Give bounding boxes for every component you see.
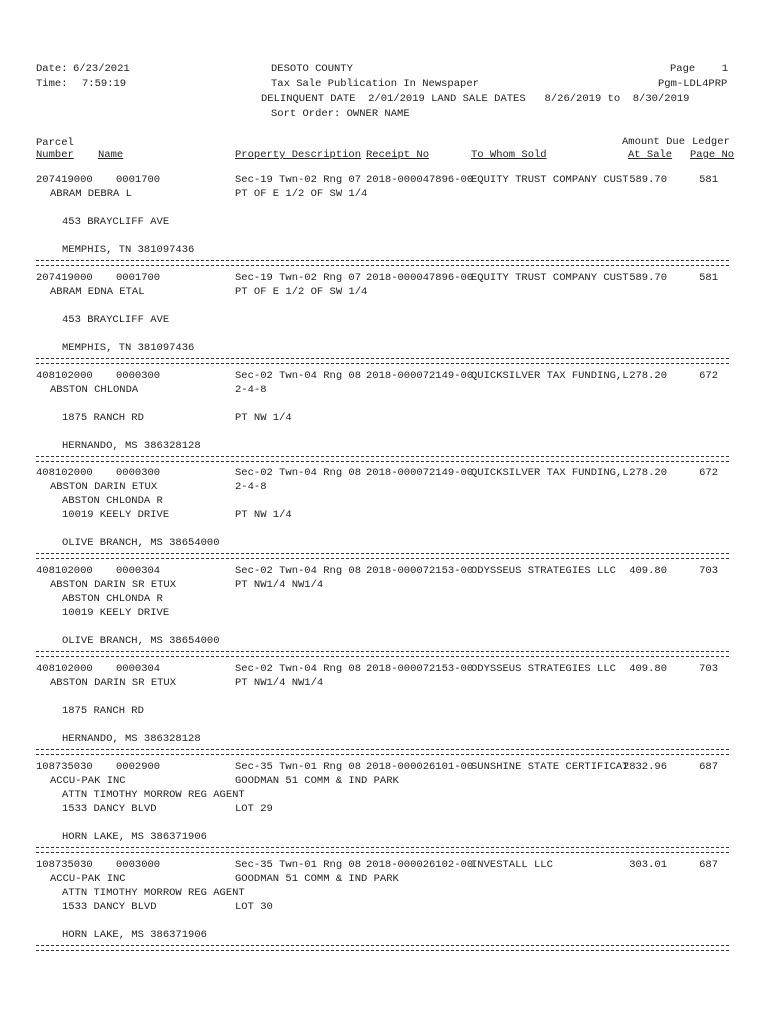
parcel-number: 408102000	[36, 370, 93, 382]
sort-order: Sort Order: OWNER NAME	[271, 108, 410, 120]
col-parcel-top: Parcel	[36, 137, 74, 149]
property-description-line: PT OF E 1/2 OF SW 1/4	[235, 188, 368, 200]
property-description-line: Sec-02 Twn-04 Rng 08	[235, 565, 362, 577]
ledger-page: 581	[699, 174, 718, 186]
buyer-name: EQUITY TRUST COMPANY CUST	[471, 272, 629, 284]
owner-line: 10019 KEELY DRIVE	[62, 509, 170, 521]
program-id: Pgm-LDL4PRP	[658, 78, 728, 90]
col-to-whom-sold: To Whom Sold	[471, 149, 547, 161]
record-separator	[36, 749, 729, 755]
parcel-number: 408102000	[36, 663, 93, 675]
owner-line: ABSTON CHLONDA	[50, 384, 139, 396]
property-description-line: LOT 29	[235, 803, 273, 815]
col-parcel-number: Number	[36, 149, 74, 161]
col-amount-due-top: Amount Due	[622, 136, 686, 148]
ledger-page: 703	[699, 565, 718, 577]
property-description-line: GOODMAN 51 COMM & IND PARK	[235, 775, 399, 787]
parcel-number: 408102000	[36, 467, 93, 479]
ledger-page: 703	[699, 663, 718, 675]
amount-due: 409.80	[629, 663, 667, 675]
col-receipt-no: Receipt No	[366, 149, 430, 161]
property-description-line: 2-4-8	[235, 481, 267, 493]
owner-line: ABRAM EDNA ETAL	[50, 286, 145, 298]
property-description-line: LOT 30	[235, 901, 273, 913]
property-description-line: PT NW1/4 NW1/4	[235, 579, 324, 591]
owner-line: 453 BRAYCLIFF AVE	[62, 216, 170, 228]
owner-line: 1875 RANCH RD	[62, 705, 144, 717]
owner-line: ABSTON CHLONDA R	[62, 495, 163, 507]
owner-line: ACCU-PAK INC	[50, 775, 126, 787]
record-separator	[36, 553, 729, 559]
owner-line: ATTN TIMOTHY MORROW REG AGENT	[62, 887, 245, 899]
receipt-number: 2018-000047896-00	[366, 272, 474, 284]
owner-line: ABSTON CHLONDA R	[62, 593, 163, 605]
parcel-suffix: 0001700	[116, 272, 161, 284]
city-state-zip: OLIVE BRANCH, MS 38654000	[62, 635, 220, 647]
buyer-name: QUICKSILVER TAX FUNDING,L	[471, 467, 629, 479]
receipt-number: 2018-000026102-00	[366, 859, 474, 871]
parcel-number: 108735030	[36, 859, 93, 871]
receipt-number: 2018-000072149-00	[366, 467, 474, 479]
amount-due: 409.80	[629, 565, 667, 577]
property-description-line: Sec-19 Twn-02 Rng 07	[235, 174, 362, 186]
buyer-name: INVESTALL LLC	[471, 859, 553, 871]
record-separator	[36, 945, 729, 951]
report-time: 7:59:19	[82, 78, 127, 90]
property-description-line: Sec-02 Twn-04 Rng 08	[235, 467, 362, 479]
owner-line: 453 BRAYCLIFF AVE	[62, 314, 170, 326]
property-description-line: PT OF E 1/2 OF SW 1/4	[235, 286, 368, 298]
parcel-suffix: 0000300	[116, 370, 161, 382]
owner-line: ABSTON DARIN SR ETUX	[50, 579, 177, 591]
record-separator	[36, 651, 729, 657]
property-description-line: Sec-02 Twn-04 Rng 08	[235, 370, 362, 382]
record-separator	[36, 847, 729, 853]
parcel-number: 207419000	[36, 272, 93, 284]
owner-line: ACCU-PAK INC	[50, 873, 126, 885]
owner-line: 10019 KEELY DRIVE	[62, 607, 170, 619]
city-state-zip: HERNANDO, MS 386328128	[62, 440, 201, 452]
col-ledger-page-no: Page No	[690, 149, 735, 161]
owner-line: ATTN TIMOTHY MORROW REG AGENT	[62, 789, 245, 801]
city-state-zip: HERNANDO, MS 386328128	[62, 733, 201, 745]
property-description-line: Sec-35 Twn-01 Rng 08	[235, 859, 362, 871]
property-description-line: 2-4-8	[235, 384, 267, 396]
receipt-number: 2018-000072153-00	[366, 663, 474, 675]
property-description-line: Sec-35 Twn-01 Rng 08	[235, 761, 362, 773]
parcel-number: 207419000	[36, 174, 93, 186]
owner-line: ABSTON DARIN SR ETUX	[50, 677, 177, 689]
receipt-number: 2018-000072153-00	[366, 565, 474, 577]
parcel-number: 408102000	[36, 565, 93, 577]
amount-due: 303.01	[629, 859, 667, 871]
receipt-number: 2018-000026101-00	[366, 761, 474, 773]
date-label: Date:	[36, 63, 68, 75]
property-description-line: Sec-19 Twn-02 Rng 07	[235, 272, 362, 284]
property-description-line: PT NW 1/4	[235, 509, 292, 521]
ledger-page: 672	[699, 370, 718, 382]
parcel-number: 108735030	[36, 761, 93, 773]
record-separator	[36, 456, 729, 462]
parcel-suffix: 0002900	[116, 761, 161, 773]
report-title: Tax Sale Publication In Newspaper	[271, 78, 479, 90]
page-number: 1	[721, 63, 728, 75]
col-name: Name	[98, 149, 124, 161]
owner-line: 1875 RANCH RD	[62, 412, 144, 424]
parcel-suffix: 0003000	[116, 859, 161, 871]
time-label: Time:	[36, 78, 68, 90]
property-description-line: GOODMAN 51 COMM & IND PARK	[235, 873, 399, 885]
report-date: 6/23/2021	[73, 63, 130, 75]
owner-line: ABRAM DEBRA L	[50, 188, 132, 200]
buyer-name: ODYSSEUS STRATEGIES LLC	[471, 663, 616, 675]
amount-due: 278.20	[629, 467, 667, 479]
delinquent-date-line: DELINQUENT DATE 2/01/2019 LAND SALE DATES 8/26/2019 to 8/30/2019	[261, 93, 690, 105]
col-property-description: Property Description	[235, 149, 362, 161]
amount-due: 589.70	[629, 272, 667, 284]
buyer-name: SUNSHINE STATE CERTIFICAT	[471, 761, 629, 773]
county-name: DESOTO COUNTY	[271, 63, 353, 75]
buyer-name: EQUITY TRUST COMPANY CUST	[471, 174, 629, 186]
city-state-zip: MEMPHIS, TN 381097436	[62, 244, 195, 256]
ledger-page: 687	[699, 859, 718, 871]
parcel-suffix: 0001700	[116, 174, 161, 186]
amount-due: 589.70	[629, 174, 667, 186]
parcel-suffix: 0000300	[116, 467, 161, 479]
parcel-suffix: 0000304	[116, 663, 161, 675]
amount-due: 278.20	[629, 370, 667, 382]
city-state-zip: HORN LAKE, MS 386371906	[62, 831, 207, 843]
property-description-line: Sec-02 Twn-04 Rng 08	[235, 663, 362, 675]
receipt-number: 2018-000072149-00	[366, 370, 474, 382]
record-separator	[36, 358, 729, 364]
owner-line: ABSTON DARIN ETUX	[50, 481, 158, 493]
city-state-zip: MEMPHIS, TN 381097436	[62, 342, 195, 354]
parcel-suffix: 0000304	[116, 565, 161, 577]
ledger-page: 581	[699, 272, 718, 284]
receipt-number: 2018-000047896-00	[366, 174, 474, 186]
record-separator	[36, 260, 729, 266]
owner-line: 1533 DANCY BLVD	[62, 803, 157, 815]
city-state-zip: HORN LAKE, MS 386371906	[62, 929, 207, 941]
amount-due: 2832.96	[622, 761, 667, 773]
property-description-line: PT NW 1/4	[235, 412, 292, 424]
col-ledger-top: Ledger	[692, 136, 730, 148]
buyer-name: QUICKSILVER TAX FUNDING,L	[471, 370, 629, 382]
page-label: Page	[670, 63, 696, 75]
ledger-page: 672	[699, 467, 718, 479]
buyer-name: ODYSSEUS STRATEGIES LLC	[471, 565, 616, 577]
ledger-page: 687	[699, 761, 718, 773]
owner-line: 1533 DANCY BLVD	[62, 901, 157, 913]
city-state-zip: OLIVE BRANCH, MS 38654000	[62, 537, 220, 549]
col-amount-at-sale: At Sale	[628, 149, 673, 161]
property-description-line: PT NW1/4 NW1/4	[235, 677, 324, 689]
